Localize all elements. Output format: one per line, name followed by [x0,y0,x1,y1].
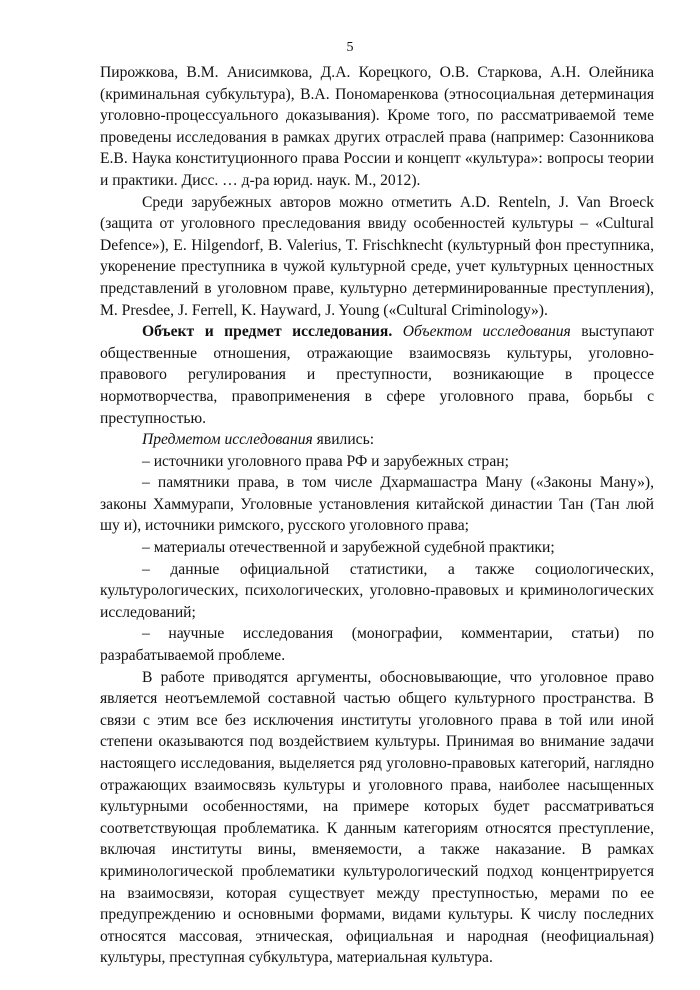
object-term: Объектом исследования [402,323,571,341]
list-item: – данные официальной статистики, а также социологических, культурологических, психологических, уголовно-правовых и криминологических исследований; [100,560,654,621]
list-item: – памятники права, в том числе Дхармашастра Ману («Законы Ману»), законы Хаммурапи, Уголовные установления китайской династии Тан (Тан люй шу и), источники римского, русского уголовного права; [100,474,654,535]
document-body [100,62,654,969]
subject-text: явились: [316,431,375,449]
section-heading: Объект и предмет исследования. [142,323,393,341]
list-item: – источники уголовного права РФ и зарубежных стран; [142,452,509,470]
paragraph-object [100,321,654,429]
list-item: – научные исследования (монографии, комментарии, статьи) по разрабатываемой проблеме. [100,625,654,665]
paragraph-arguments: В работе приводятся аргументы, обосновывающие, что уголовное право является неотъемлемой составной частью общего культурного пространства. В связи с этим все без исключения институты уголовного права в той или иной степени оказываются под воздействием культуры. Принимая во внимание задачи настоящего исследования, выделяется ряд уголовно-правовых категорий, наглядно отражающих взаимосвязь культуры и уголовного права, наиболее насыщенных культурными особенностями, на примере которых будет рассматриваться соответствующая проблематика. К данным категориям относятся преступление, включая институты вины, вменяемости, а также наказание. В рамках криминологической проблематики культурологический подход концентрируется на взаимосвязи, которая существует между преступностью, мерами по ее предупреждению и основными формами, видами культуры. К числу последних относятся массовая, этническая, официальная и народная (неофициальная) культуры, преступная субкультура, материальная культура. [100,668,654,967]
subject-term: Предметом исследования [142,431,313,449]
page-number: 5 [346,40,354,55]
list-item: – материалы отечественной и зарубежной судебной практики; [142,539,555,557]
paragraph-foreign-authors: Среди зарубежных авторов можно отметить A.D. Renteln, J. Van Broeck (защита от уголовного преследования ввиду особенностей культуры – «Cultural Defence»), E. Hilgendorf, B. Valerius, T. Frischknecht (культурный фон преступника, укоренение преступника в чужой культурной среде, учет культурных ценностных представлений в уголовном праве, культурно детерминированные преступления), M. Presdee, J. Ferrell, K. Hayward, J. Young («Cultural Criminology»). [100,193,654,319]
paragraph-subject [100,429,654,451]
object-text: выступают общественные отношения, отражающие взаимосвязь культуры, уголовно-правового регулирования и преступности, возникающие в процессе нормотворчества, правоприменения в сфере уголовного права, борьбы с преступностью. [100,323,654,427]
paragraph-continued: Пирожкова, В.М. Анисимкова, Д.А. Корецкого, О.В. Старкова, А.Н. Олейника (криминальная субкультура), В.А. Пономаренкова (этносоциальная детерминация уголовно-процессуального доказывания). Кроме того, по рассматриваемой теме проведены исследования в рамках других отраслей права (например: Сазонникова Е.В. Наука конституционного права России и концепт «культура»: вопросы теории и практики. Дисс. … д-ра юрид. наук. М., 2012). [100,64,654,189]
